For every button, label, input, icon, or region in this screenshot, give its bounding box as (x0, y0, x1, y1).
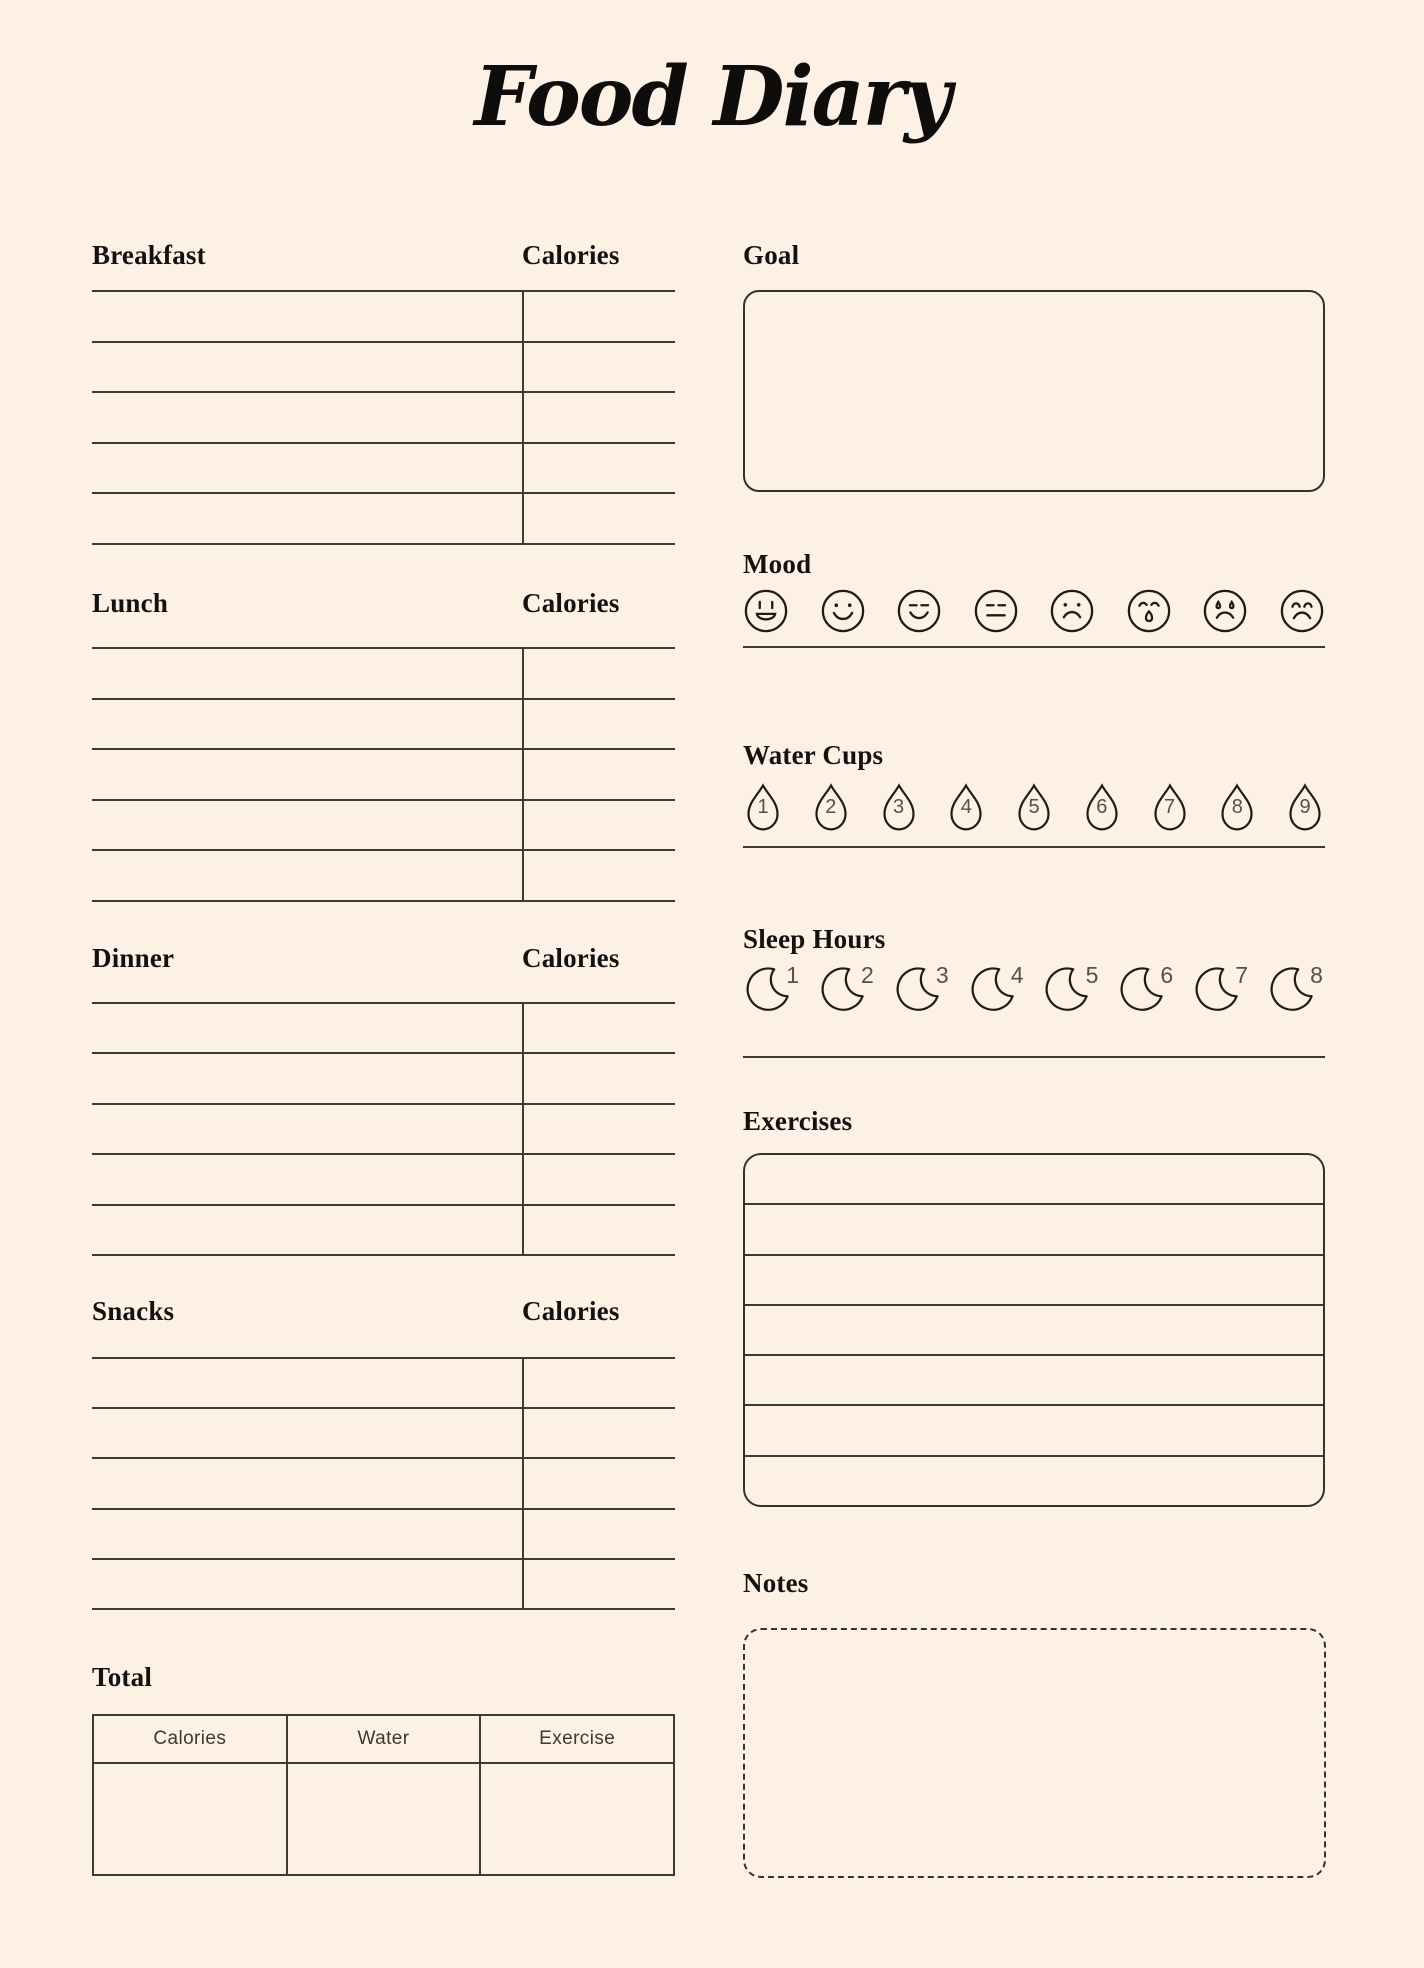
sleep-underline (743, 1056, 1325, 1058)
moon-icon (968, 966, 1016, 1014)
lunch-calories-heading: Calories (522, 588, 620, 618)
dinner-row (92, 1105, 675, 1155)
exercise-line[interactable] (745, 1356, 1323, 1406)
snacks-row-calories-cell[interactable] (522, 1560, 675, 1608)
total-water-cell[interactable] (286, 1764, 480, 1874)
moon-icon (1117, 966, 1165, 1014)
breakfast-row (92, 393, 675, 444)
dinner-row-food-cell[interactable] (92, 1206, 522, 1254)
dinner-row (92, 1004, 675, 1054)
dinner-row (92, 1155, 675, 1205)
mood-face-row (743, 588, 1325, 634)
breakfast-heading: Breakfast (92, 240, 206, 270)
mood-underline (743, 646, 1325, 648)
dinner-row-calories-cell[interactable] (522, 1054, 675, 1102)
water-cup-number: 9 (1299, 796, 1311, 818)
snacks-row-food-cell[interactable] (92, 1510, 522, 1558)
dinner-table (92, 1002, 675, 1256)
moon-icon (818, 966, 866, 1014)
exercise-line[interactable] (745, 1155, 1323, 1205)
left-column (92, 0, 675, 1968)
dinner-row (92, 1206, 675, 1256)
sleep-hour-row (743, 962, 1325, 1014)
snacks-row-calories-cell[interactable] (522, 1359, 675, 1407)
lunch-row-food-cell[interactable] (92, 750, 522, 799)
dinner-row-calories-cell[interactable] (522, 1105, 675, 1153)
breakfast-row-calories-cell[interactable] (522, 393, 675, 442)
sleep-hour-number: 3 (935, 962, 949, 988)
snacks-row-calories-cell[interactable] (522, 1459, 675, 1507)
exercise-line[interactable] (745, 1256, 1323, 1306)
sleep-hour-8[interactable] (1267, 964, 1325, 1014)
lunch-row-food-cell[interactable] (92, 700, 522, 749)
water-cup-number: 5 (1028, 796, 1040, 818)
dinner-row-calories-cell[interactable] (522, 1004, 675, 1052)
lunch-row-calories-cell[interactable] (522, 851, 675, 900)
right-column (743, 0, 1325, 1968)
lunch-row (92, 750, 675, 801)
breakfast-calories-heading: Calories (522, 240, 620, 270)
dinner-row-food-cell[interactable] (92, 1155, 522, 1203)
breakfast-row-food-cell[interactable] (92, 494, 522, 543)
sad-tear-face-icon[interactable] (1202, 588, 1248, 634)
dinner-row-food-cell[interactable] (92, 1054, 522, 1102)
dinner-row-calories-cell[interactable] (522, 1206, 675, 1254)
sleep-hour-number: 8 (1310, 962, 1323, 988)
snacks-row (92, 1459, 675, 1509)
sleep-hour-7[interactable] (1192, 964, 1250, 1014)
breakfast-row-food-cell[interactable] (92, 292, 522, 341)
breakfast-row (92, 292, 675, 343)
breakfast-row-calories-cell[interactable] (522, 444, 675, 493)
water-cup-6[interactable] (1082, 783, 1122, 835)
exercises-box (743, 1153, 1325, 1507)
snacks-row-food-cell[interactable] (92, 1560, 522, 1608)
neutral-face-icon[interactable] (973, 588, 1019, 634)
breakfast-row (92, 494, 675, 545)
water-cup-number: 8 (1231, 796, 1243, 818)
lunch-heading: Lunch (92, 588, 169, 618)
sleep-hour-number: 5 (1085, 962, 1099, 988)
lunch-row-calories-cell[interactable] (522, 700, 675, 749)
sleep-hour-number: 6 (1160, 962, 1174, 988)
sleep-hour-5[interactable] (1042, 964, 1100, 1014)
lunch-table (92, 647, 675, 902)
dinner-row-food-cell[interactable] (92, 1004, 522, 1052)
snacks-row-food-cell[interactable] (92, 1459, 522, 1507)
lunch-row-food-cell[interactable] (92, 801, 522, 850)
mood-heading: Mood (743, 549, 812, 579)
dinner-row-food-cell[interactable] (92, 1105, 522, 1153)
snacks-row-calories-cell[interactable] (522, 1409, 675, 1457)
goal-heading: Goal (743, 240, 800, 270)
breakfast-row-food-cell[interactable] (92, 343, 522, 392)
water-cup-4[interactable] (946, 783, 986, 835)
sleep-hour-number: 7 (1235, 962, 1249, 988)
moon-icon (1267, 966, 1315, 1014)
sleep-hour-3[interactable] (893, 964, 951, 1014)
water-cup-3[interactable] (879, 783, 919, 835)
page-title: Food Diary (474, 49, 950, 145)
total-header-row (94, 1716, 673, 1764)
moon-icon (743, 966, 791, 1014)
water-cup-number: 7 (1163, 796, 1176, 818)
water-cup-number: 1 (757, 796, 769, 818)
water-cup-7[interactable] (1150, 783, 1190, 835)
snacks-row-food-cell[interactable] (92, 1409, 522, 1457)
exercises-heading: Exercises (743, 1106, 853, 1136)
sleep-hour-number: 1 (786, 962, 799, 988)
anguished-face-icon[interactable] (1126, 588, 1172, 634)
smiling-face-icon[interactable] (820, 588, 866, 634)
water-cup-1[interactable] (743, 783, 783, 835)
dinner-heading: Dinner (92, 943, 175, 973)
breakfast-row-calories-cell[interactable] (522, 292, 675, 341)
sleep-hour-number: 4 (1010, 962, 1024, 988)
total-col-calories: Calories (153, 1728, 227, 1749)
sleep-hours-heading: Sleep Hours (743, 924, 886, 954)
lunch-row-calories-cell[interactable] (522, 801, 675, 850)
breakfast-row-calories-cell[interactable] (522, 494, 675, 543)
total-body-row (94, 1764, 673, 1874)
sleep-hour-6[interactable] (1117, 964, 1175, 1014)
dinner-row (92, 1054, 675, 1104)
total-heading: Total (92, 1662, 153, 1692)
exercise-line[interactable] (745, 1306, 1323, 1356)
water-cup-number: 3 (892, 796, 905, 818)
moon-icon (1192, 966, 1240, 1014)
snacks-table (92, 1357, 675, 1610)
breakfast-table (92, 290, 675, 545)
water-cup-number: 4 (960, 796, 972, 818)
lunch-row (92, 700, 675, 751)
sleep-hour-4[interactable] (968, 964, 1026, 1014)
water-cup-9[interactable] (1285, 783, 1325, 835)
water-underline (743, 846, 1325, 848)
breakfast-row-food-cell[interactable] (92, 393, 522, 442)
water-cup-number: 6 (1096, 796, 1108, 818)
relaxed-face-icon[interactable] (896, 588, 942, 634)
water-cup-row (743, 783, 1325, 835)
total-col-water: Water (286, 1716, 480, 1762)
water-cups-heading: Water Cups (743, 740, 884, 770)
total-table (92, 1714, 675, 1876)
notes-input-box[interactable] (743, 1628, 1326, 1878)
sleep-hour-number: 2 (861, 962, 874, 988)
dinner-calories-heading: Calories (522, 943, 620, 973)
water-cup-number: 2 (825, 796, 837, 818)
goal-input-box[interactable] (743, 290, 1325, 492)
moon-icon (1042, 966, 1090, 1014)
sleep-hour-2[interactable] (818, 964, 876, 1014)
snacks-row-food-cell[interactable] (92, 1359, 522, 1407)
snacks-heading: Snacks (92, 1296, 175, 1326)
total-col-exercise: Exercise (479, 1716, 673, 1762)
breakfast-row (92, 444, 675, 495)
lunch-row-food-cell[interactable] (92, 851, 522, 900)
water-cup-8[interactable] (1217, 783, 1257, 835)
snacks-row (92, 1409, 675, 1459)
frowning-face-icon[interactable] (1049, 588, 1095, 634)
snacks-row (92, 1510, 675, 1560)
snacks-row (92, 1560, 675, 1610)
total-exercise-cell[interactable] (479, 1764, 673, 1874)
snacks-row-calories-cell[interactable] (522, 1510, 675, 1558)
breakfast-row (92, 343, 675, 394)
breakfast-row-calories-cell[interactable] (522, 343, 675, 392)
snacks-calories-heading: Calories (522, 1296, 620, 1326)
notes-heading: Notes (743, 1568, 809, 1598)
distressed-face-icon[interactable] (1279, 588, 1325, 634)
lunch-row-calories-cell[interactable] (522, 649, 675, 698)
sleep-hour-1[interactable] (743, 964, 801, 1014)
dinner-row-calories-cell[interactable] (522, 1155, 675, 1203)
lunch-row (92, 851, 675, 902)
grinning-face-icon[interactable] (743, 588, 789, 634)
water-cup-5[interactable] (1014, 783, 1054, 835)
lunch-row-food-cell[interactable] (92, 649, 522, 698)
exercise-line[interactable] (745, 1406, 1323, 1456)
exercise-line[interactable] (745, 1457, 1323, 1505)
lunch-row-calories-cell[interactable] (522, 750, 675, 799)
lunch-row (92, 801, 675, 852)
lunch-row (92, 649, 675, 700)
water-cup-2[interactable] (811, 783, 851, 835)
total-calories-cell[interactable] (94, 1764, 286, 1874)
snacks-row (92, 1359, 675, 1409)
breakfast-row-food-cell[interactable] (92, 444, 522, 493)
exercise-line[interactable] (745, 1205, 1323, 1255)
moon-icon (893, 966, 941, 1014)
